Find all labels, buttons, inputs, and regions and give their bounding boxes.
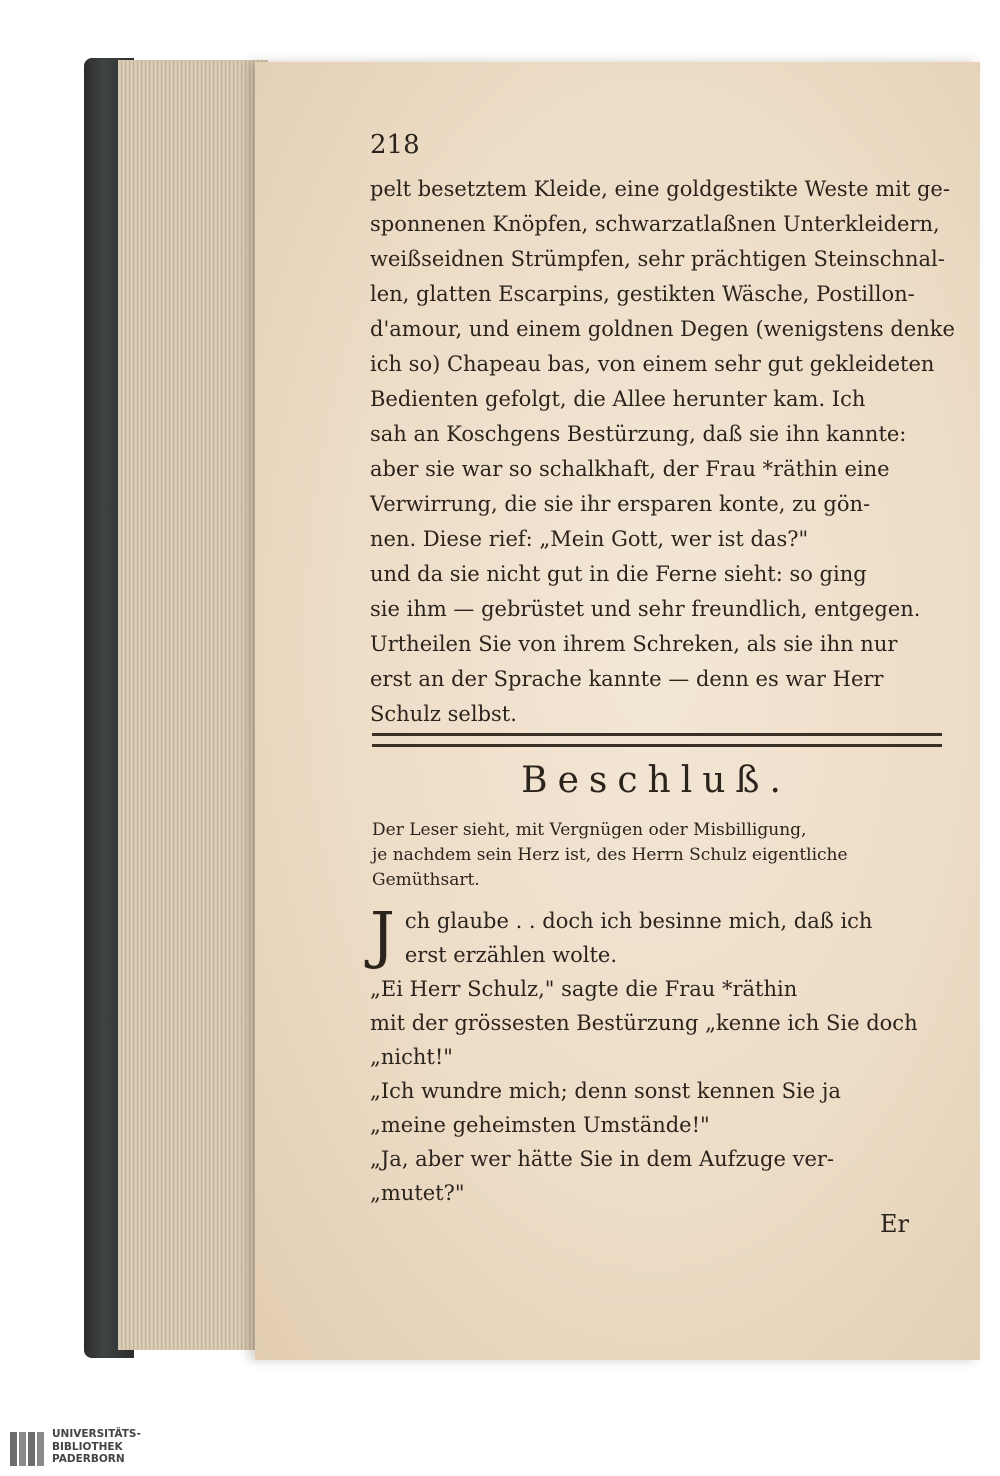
text-line: Bedienten gefolgt, die Allee herunter kam. Ich xyxy=(370,387,866,411)
drop-capital: J xyxy=(370,898,395,971)
logo-line: BIBLIOTHEK xyxy=(52,1440,123,1453)
text-line: len, glatten Escarpins, gestikten Wäsche, Postillon- xyxy=(370,282,915,306)
text-line: nen. Diese rief: „Mein Gott, wer ist das?" xyxy=(370,527,809,551)
text-line: aber sie war so schalkhaft, der Frau *räthin eine xyxy=(370,457,890,481)
page-number: 218 xyxy=(370,130,420,160)
text-line: und da sie nicht gut in die Ferne sieht: so ging xyxy=(370,562,867,586)
catchword: Er xyxy=(880,1210,909,1238)
section-summary xyxy=(372,818,942,893)
text-line: Schulz selbst. xyxy=(370,702,517,726)
text-line: weißseidnen Strümpfen, sehr prächtigen Steinschnal- xyxy=(370,247,945,271)
summary-line: je nachdem sein Herz ist, des Herrn Schulz eigentliche xyxy=(372,845,848,865)
section-divider xyxy=(372,733,942,747)
text-line: „mutet?" xyxy=(370,1181,465,1205)
text-line: „Ja, aber wer hätte Sie in dem Aufzuge ver- xyxy=(370,1147,835,1171)
text-line: mit der grössesten Bestürzung „kenne ich Sie doch xyxy=(370,1011,918,1035)
text-line: d'amour, und einem goldnen Degen (wenigstens denke xyxy=(370,317,955,341)
text-line: Verwirrung, die sie ihr ersparen konte, zu gön- xyxy=(370,492,871,516)
logo-line: PADERBORN xyxy=(52,1453,125,1465)
body-paragraph xyxy=(370,172,955,732)
text-line: Urtheilen Sie von ihrem Schreken, als sie ihn nur xyxy=(370,632,898,656)
section-heading: Beschluß. xyxy=(521,760,791,801)
logo-line: UNIVERSITÄTS- xyxy=(52,1428,141,1440)
text-line: ch glaube . . doch ich besinne mich, daß ich xyxy=(404,909,873,933)
summary-line: Gemüthsart. xyxy=(372,870,480,890)
text-line: sponnenen Knöpfen, schwarzatlaßnen Unterkleidern, xyxy=(370,212,940,236)
text-line: „Ich wundre mich; denn sonst kennen Sie ja xyxy=(370,1079,841,1103)
footer-bar xyxy=(0,1418,1000,1476)
text-line: „meine geheimsten Umstände!" xyxy=(370,1113,710,1137)
library-logo-icon xyxy=(8,1430,46,1468)
text-line: erst erzählen wolte. xyxy=(404,943,618,967)
text-line: sie ihm — gebrüstet und sehr freundlich, entgegen. xyxy=(370,597,921,621)
library-logo-text xyxy=(52,1428,141,1466)
page-edges xyxy=(118,60,268,1350)
text-line: „Ei Herr Schulz," sagte die Frau *räthin xyxy=(370,977,798,1001)
text-line: pelt besetztem Kleide, eine goldgestikte Weste mit ge- xyxy=(370,177,950,201)
summary-line: Der Leser sieht, mit Vergnügen oder Misbilligung, xyxy=(372,820,807,840)
story-paragraph xyxy=(370,898,942,1210)
text-line: sah an Koschgens Bestürzung, daß sie ihn kannte: xyxy=(370,422,907,446)
text-line: ich so) Chapeau bas, von einem sehr gut gekleideten xyxy=(370,352,935,376)
text-line: erst an der Sprache kannte — denn es war Herr xyxy=(370,667,884,691)
text-line: „nicht!" xyxy=(370,1045,453,1069)
